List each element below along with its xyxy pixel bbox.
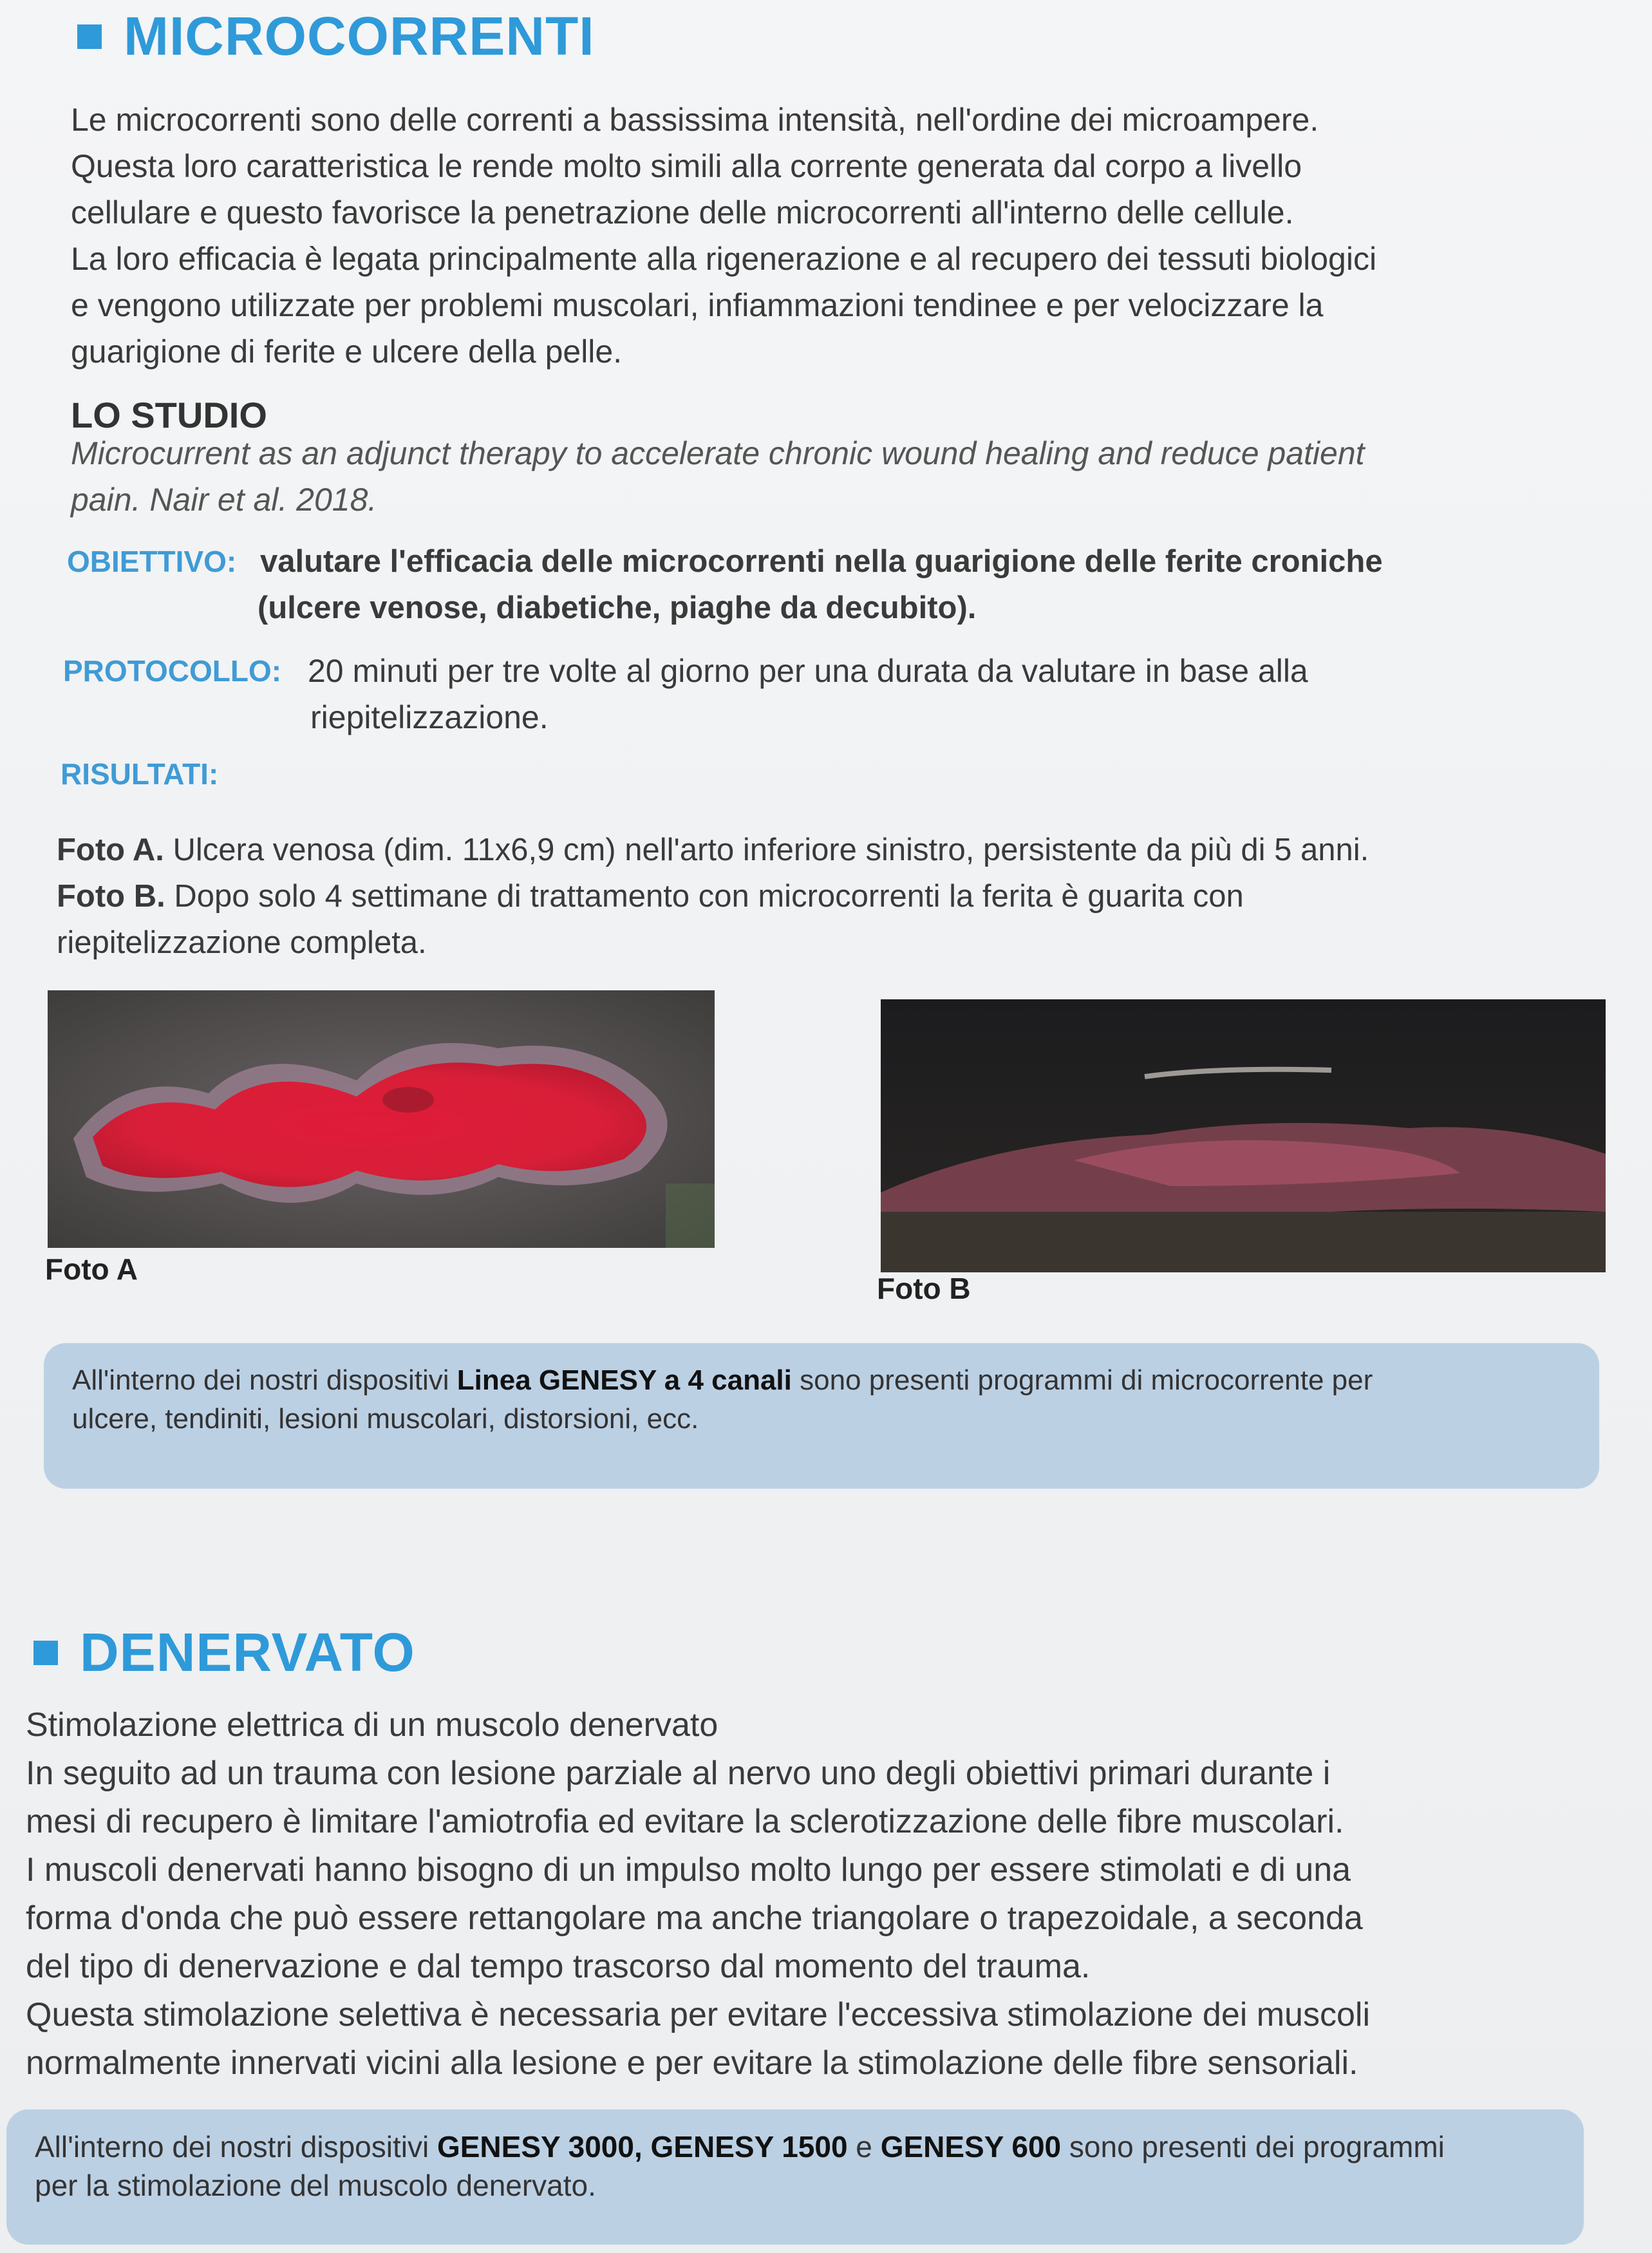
study-reference: Microcurrent as an adjunct therapy to accelerate chronic wound healing and reduce patient pain. Nair et al. 2018. [71, 435, 1365, 518]
product-line-name: Linea GENESY a 4 canali [456, 1364, 792, 1396]
protocol-row [63, 648, 1621, 740]
square-bullet-icon [77, 24, 102, 49]
intro-paragraph [71, 97, 1616, 375]
protocol-label: PROTOCOLLO: [63, 654, 282, 688]
intro-line: guarigione di ferite e ulcere della pelle. [71, 334, 623, 370]
photo-a-text: Ulcera venosa (dim. 11x6,9 cm) nell'arto inferiore sinistro, persistente da più di 5 anni. [173, 833, 1369, 867]
photo-a-image [48, 990, 715, 1248]
intro-line: cellulare e questo favorisce la penetrazione delle microcorrenti all'interno delle cellule. [71, 194, 1294, 231]
denervato-paragraph: Stimolazione elettrica di un muscolo denervato In seguito ad un trauma con lesione parziale al nervo uno degli obiettivi primari durante i mesi di recupero è limitare l'amiotrofia ed evitare la sclerotizzazione delle fibre muscolari. I muscoli denervati hanno bisogno di un impulso molto lungo per essere stimolati e di una forma d'onda che può essere rettangolare ma anche triangolare o trapezoidale, a seconda del tipo di denervazione e dal tempo trascorso dal momento del trauma. Questa stimolazione selettiva è necessaria per evitare l'eccessiva stimolazione dei muscoli normalmente innervati vicini alla lesione e per evitare la stimolazione delle fibre sensoriali. [26, 1706, 1370, 2082]
info-box-genesy: All'interno dei nostri dispositivi Linea GENESY a 4 canali sono presenti programmi di microcorrente per ulcere, tendiniti, lesioni muscolari, distorsioni, ecc. [44, 1343, 1599, 1489]
ulcer-after-image [881, 999, 1606, 1272]
intro-line: Questa loro caratteristica le rende molto simili alla corrente generata dal corpo a livello [71, 148, 1302, 184]
section-title-microcorrenti: MICROCORRENTI [77, 5, 595, 68]
photo-b-caption: Foto B [877, 1272, 971, 1305]
photo-a-label: Foto A. [57, 833, 164, 867]
photo-descriptions [57, 827, 1615, 966]
photo-b-text: Dopo solo 4 settimane di trattamento con microcorrenti la ferita è guarita con [174, 879, 1244, 914]
results-row [61, 751, 218, 797]
objective-row [67, 538, 1625, 631]
photo-a-caption: Foto A [45, 1252, 138, 1286]
square-bullet-icon [33, 1641, 58, 1665]
photo-b-text-cont: riepitelizzazione completa. [57, 925, 427, 960]
study-heading: LO STUDIO [71, 395, 267, 435]
info-box-denervato: All'interno dei nostri dispositivi GENESY 3000, GENESY 1500 e GENESY 600 sono presenti dei programmi per la stimolazione del muscolo denervato. [6, 2109, 1584, 2245]
protocol-text: 20 minuti per tre volte al giorno per una durata da valutare in base alla riepitelizzazione. [308, 653, 1308, 735]
intro-line: e vengono utilizzate per problemi muscolari, infiammazioni tendinee e per velocizzare la [71, 287, 1324, 323]
photo-b-image [881, 999, 1606, 1272]
objective-text: valutare l'efficacia delle microcorrenti nella guarigione delle ferite croniche (ulcere venose, diabetiche, piaghe da decubito). [258, 544, 1383, 625]
intro-line: Le microcorrenti sono delle correnti a bassissima intensità, nell'ordine dei microampere. [71, 102, 1319, 138]
intro-line: La loro efficacia è legata principalmente alla rigenerazione e al recupero dei tessuti biologici [71, 241, 1377, 277]
results-label: RISULTATI: [61, 757, 219, 791]
objective-label: OBIETTIVO: [67, 545, 237, 578]
photo-b-label: Foto B. [57, 879, 165, 914]
section-title-denervato: DENERVATO [33, 1621, 415, 1684]
ulcer-before-image [48, 990, 715, 1248]
